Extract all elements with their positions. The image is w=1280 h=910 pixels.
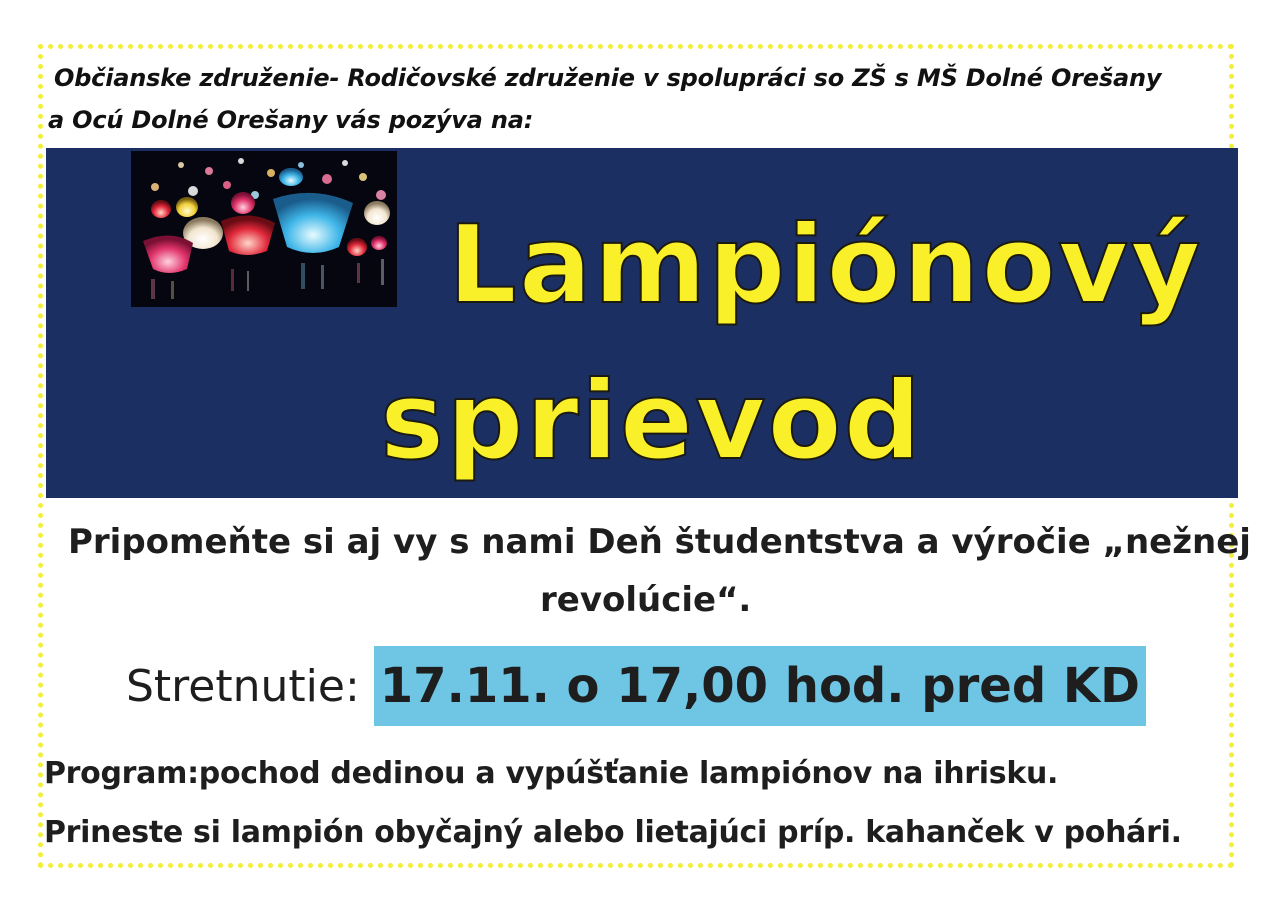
lanterns-illustration bbox=[131, 151, 397, 307]
intro-line-2: a Ocú Dolné Orešany vás pozýva na: bbox=[48, 106, 534, 134]
title-line-1: Lampiónový bbox=[448, 203, 1203, 328]
reminder-line-2: revolúcie“. bbox=[540, 580, 752, 620]
reminder-line-1: Pripomeňte si aj vy s nami Deň študentstva a výročie „nežnej bbox=[68, 522, 1251, 562]
intro-line-1: Občianske združenie- Rodičovské združenie v spolupráci so ZŠ s MŠ Dolné Orešany bbox=[54, 64, 1162, 92]
program-line: Program:pochod dedinou a vypúšťanie lampiónov na ihrisku. bbox=[44, 756, 1059, 791]
meeting-label: Stretnutie: bbox=[126, 660, 360, 712]
meeting-value: 17.11. o 17,00 hod. pred KD bbox=[374, 646, 1146, 726]
title-line-2: sprievod bbox=[380, 359, 924, 484]
sky-lanterns-photo bbox=[131, 151, 397, 307]
bring-line: Prineste si lampión obyčajný alebo lietajúci príp. kahanček v pohári. bbox=[44, 815, 1182, 850]
meeting-info bbox=[126, 646, 1146, 726]
